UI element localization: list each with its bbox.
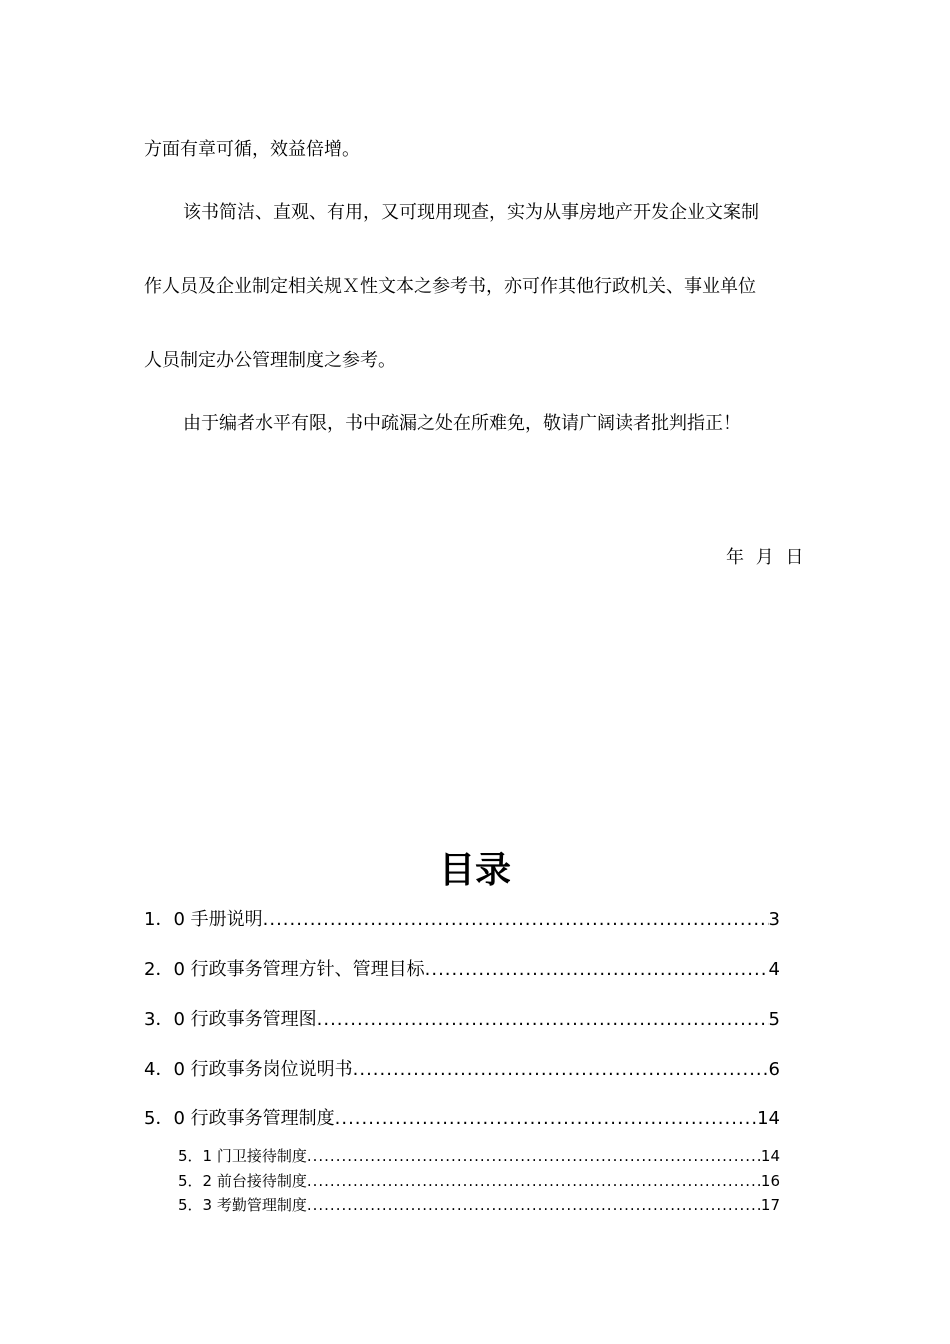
toc-entry-label: 5．2 前台接待制度 bbox=[178, 1172, 307, 1190]
toc-leader-dots bbox=[307, 1171, 761, 1191]
toc-entry-label: 4．0 行政事务岗位说明书 bbox=[144, 1059, 353, 1080]
date-line: 年 月 日 bbox=[726, 547, 804, 568]
toc-subentry[interactable] bbox=[178, 1171, 780, 1191]
toc-entry-page: 6 bbox=[768, 1059, 780, 1080]
toc-leader-dots bbox=[335, 1107, 757, 1131]
preface-paragraph-3: 由于编者水平有限，书中疏漏之处在所难免，敬请广阔读者批判指正！ bbox=[183, 413, 741, 434]
toc-entry-label: 5．3 考勤管理制度 bbox=[178, 1196, 307, 1214]
toc-entry[interactable] bbox=[144, 1107, 780, 1131]
toc-entry-page: 14 bbox=[760, 1147, 780, 1165]
toc-entry-label: 3．0 行政事务管理图 bbox=[144, 1009, 317, 1030]
toc-leader-dots bbox=[307, 1195, 761, 1215]
toc-entry-page: 17 bbox=[760, 1196, 780, 1214]
toc-entry[interactable] bbox=[144, 1008, 780, 1032]
toc-entry[interactable] bbox=[144, 1058, 780, 1082]
toc-subentry[interactable] bbox=[178, 1146, 780, 1166]
toc-entry-page: 5 bbox=[768, 1009, 780, 1030]
toc-entry-page: 14 bbox=[757, 1108, 780, 1129]
toc-entry-label: 5．1 门卫接待制度 bbox=[178, 1147, 307, 1165]
preface-paragraph-2-line-3: 人员制定办公管理制度之参考。 bbox=[144, 350, 396, 371]
toc-leader-dots bbox=[353, 1058, 769, 1082]
toc-leader-dots bbox=[263, 908, 769, 932]
preface-paragraph-1: 方面有章可循，效益倍增。 bbox=[144, 139, 360, 160]
toc-entry-label: 2．0 行政事务管理方针、管理目标 bbox=[144, 959, 425, 980]
toc-entry[interactable] bbox=[144, 908, 780, 932]
preface-paragraph-2-line-2: 作人员及企业制定相关规Ｘ性文本之参考书，亦可作其他行政机关、事业单位 bbox=[144, 276, 756, 297]
toc-entry-page: 3 bbox=[768, 909, 780, 930]
toc-leader-dots bbox=[307, 1146, 761, 1166]
toc-entry-page: 16 bbox=[760, 1172, 780, 1190]
toc-leader-dots bbox=[317, 1008, 769, 1032]
toc-entry-label: 1．0 手册说明 bbox=[144, 909, 263, 930]
toc-entry-page: 4 bbox=[768, 959, 780, 980]
toc-subentry[interactable] bbox=[178, 1195, 780, 1215]
toc-entry-label: 5．0 行政事务管理制度 bbox=[144, 1108, 335, 1129]
toc-title: 目录 bbox=[438, 850, 511, 891]
toc-leader-dots bbox=[425, 958, 769, 982]
preface-paragraph-2-line-1: 该书简洁、直观、有用，又可现用现查，实为从事房地产开发企业文案制 bbox=[183, 202, 759, 223]
toc-entry[interactable] bbox=[144, 958, 780, 982]
